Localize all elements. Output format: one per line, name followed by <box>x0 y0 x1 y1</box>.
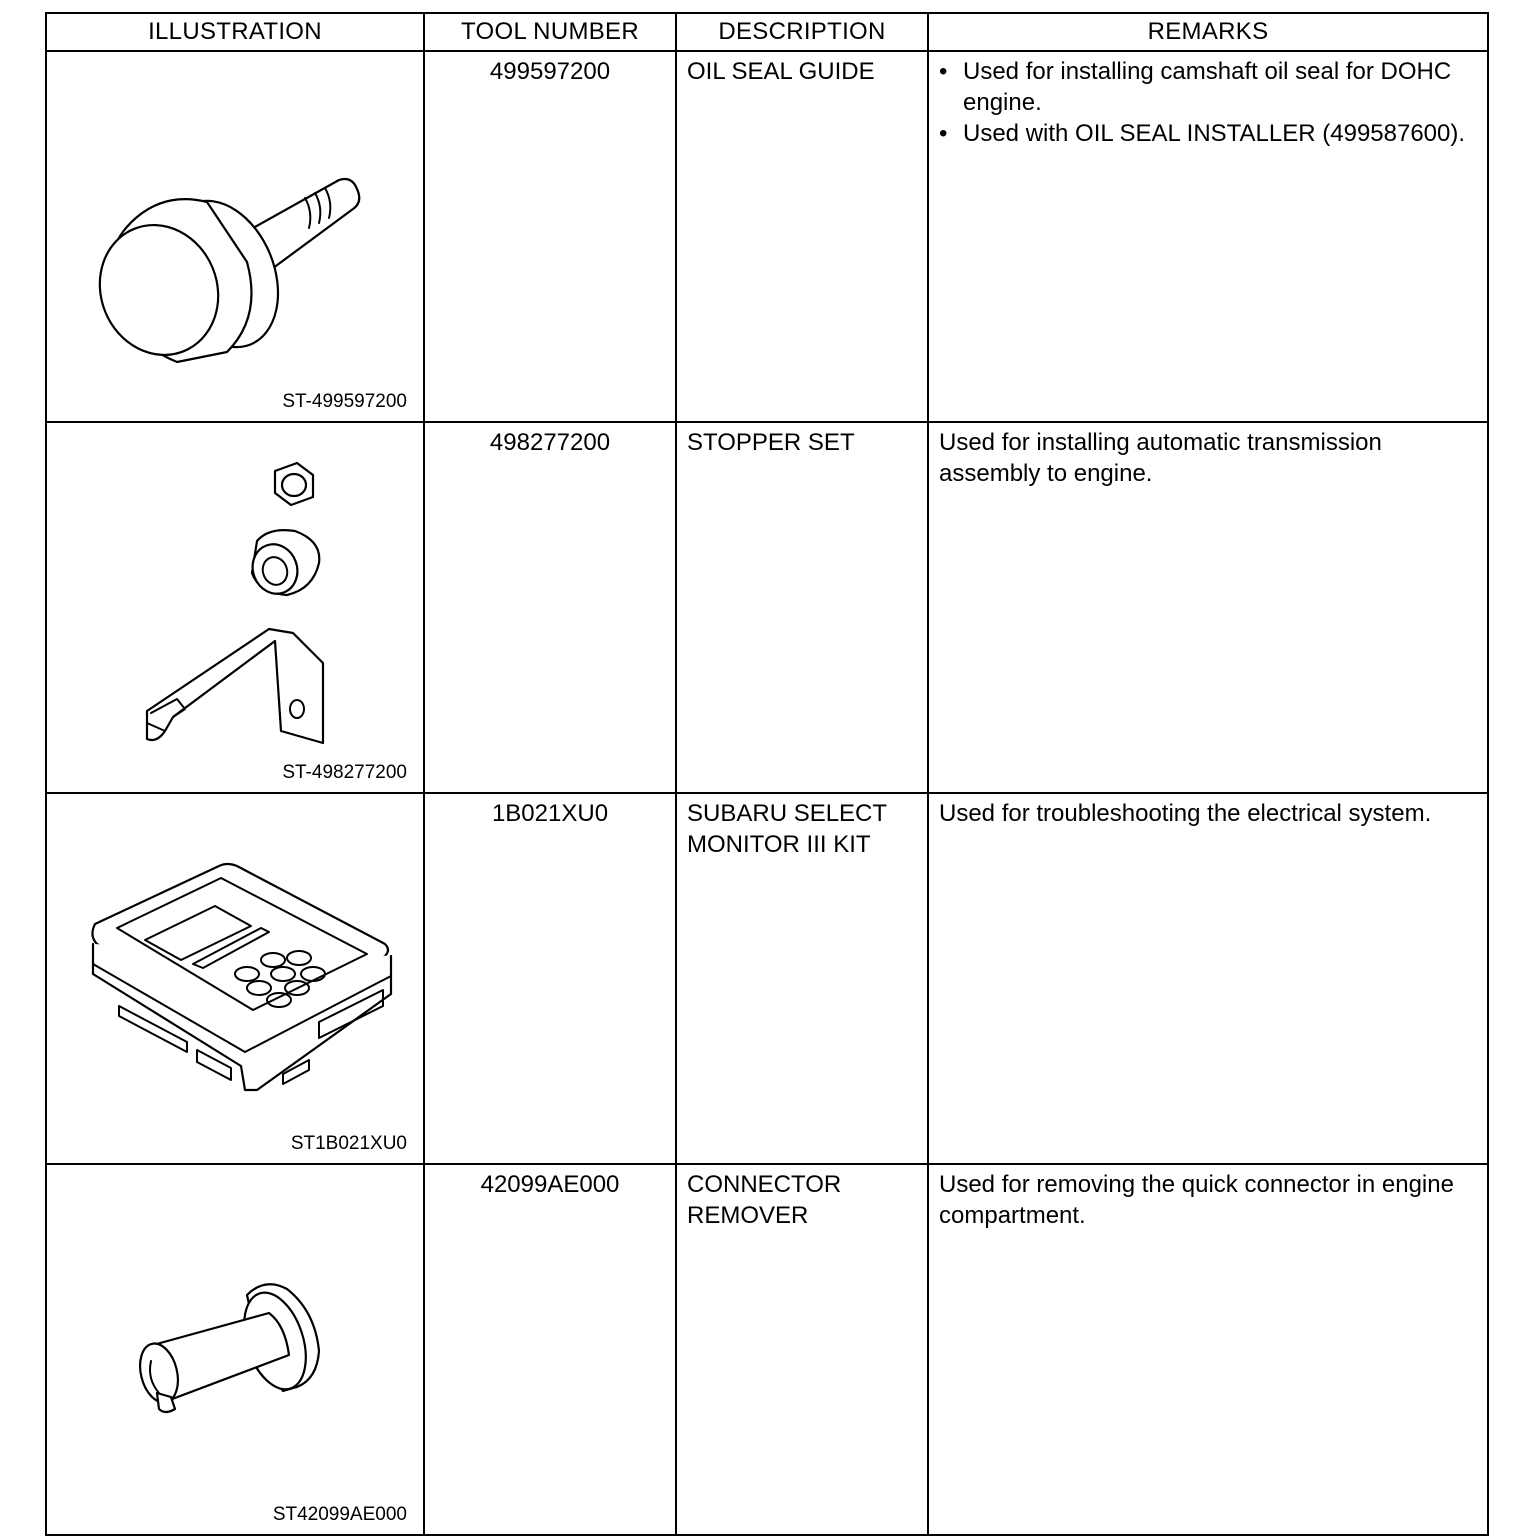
illustration-code: ST42099AE000 <box>272 1504 407 1525</box>
remarks-bullet: • Used for installing camshaft oil seal for DOHC engine. <box>939 58 1452 116</box>
stopper-set-icon <box>47 423 425 788</box>
illustration-cell <box>46 1164 424 1535</box>
table-row <box>46 1164 1488 1535</box>
description-cell: STOPPER SET <box>676 422 928 793</box>
remarks-bullet: • Used with OIL SEAL INSTALLER (499587600). <box>939 120 1466 147</box>
header-row <box>46 13 1488 51</box>
illustration-cell <box>46 793 424 1164</box>
table-row <box>46 51 1488 422</box>
table-row <box>46 422 1488 793</box>
tool-number-cell: 499597200 <box>424 51 676 422</box>
tool-number-cell: 42099AE000 <box>424 1164 676 1535</box>
tool-number-cell: 498277200 <box>424 422 676 793</box>
oil-seal-guide-icon <box>47 52 425 417</box>
illustration-code: ST-498277200 <box>282 762 407 783</box>
select-monitor-icon <box>47 794 425 1159</box>
header-remarks: REMARKS <box>928 13 1488 51</box>
illustration-code: ST-499597200 <box>282 391 407 412</box>
header-tool-number: TOOL NUMBER <box>424 13 676 51</box>
connector-remover-icon <box>47 1165 425 1530</box>
illustration-cell <box>46 51 424 422</box>
remarks-cell: Used for installing automatic transmission assembly to engine. <box>928 422 1488 793</box>
illustration-cell <box>46 422 424 793</box>
header-description: DESCRIPTION <box>676 13 928 51</box>
special-tools-table <box>45 12 1489 1536</box>
remarks-cell: Used for removing the quick connector in engine compartment. <box>928 1164 1488 1535</box>
table-row <box>46 793 1488 1164</box>
header-illustration: ILLUSTRATION <box>46 13 424 51</box>
description-cell: OIL SEAL GUIDE <box>676 51 928 422</box>
tool-number-cell: 1B021XU0 <box>424 793 676 1164</box>
illustration-code: ST1B021XU0 <box>290 1133 407 1154</box>
remarks-cell <box>928 51 1488 422</box>
remarks-cell: Used for troubleshooting the electrical system. <box>928 793 1488 1164</box>
description-cell: SUBARU SELECT MONITOR III KIT <box>676 793 928 1164</box>
description-cell: CONNECTOR REMOVER <box>676 1164 928 1535</box>
